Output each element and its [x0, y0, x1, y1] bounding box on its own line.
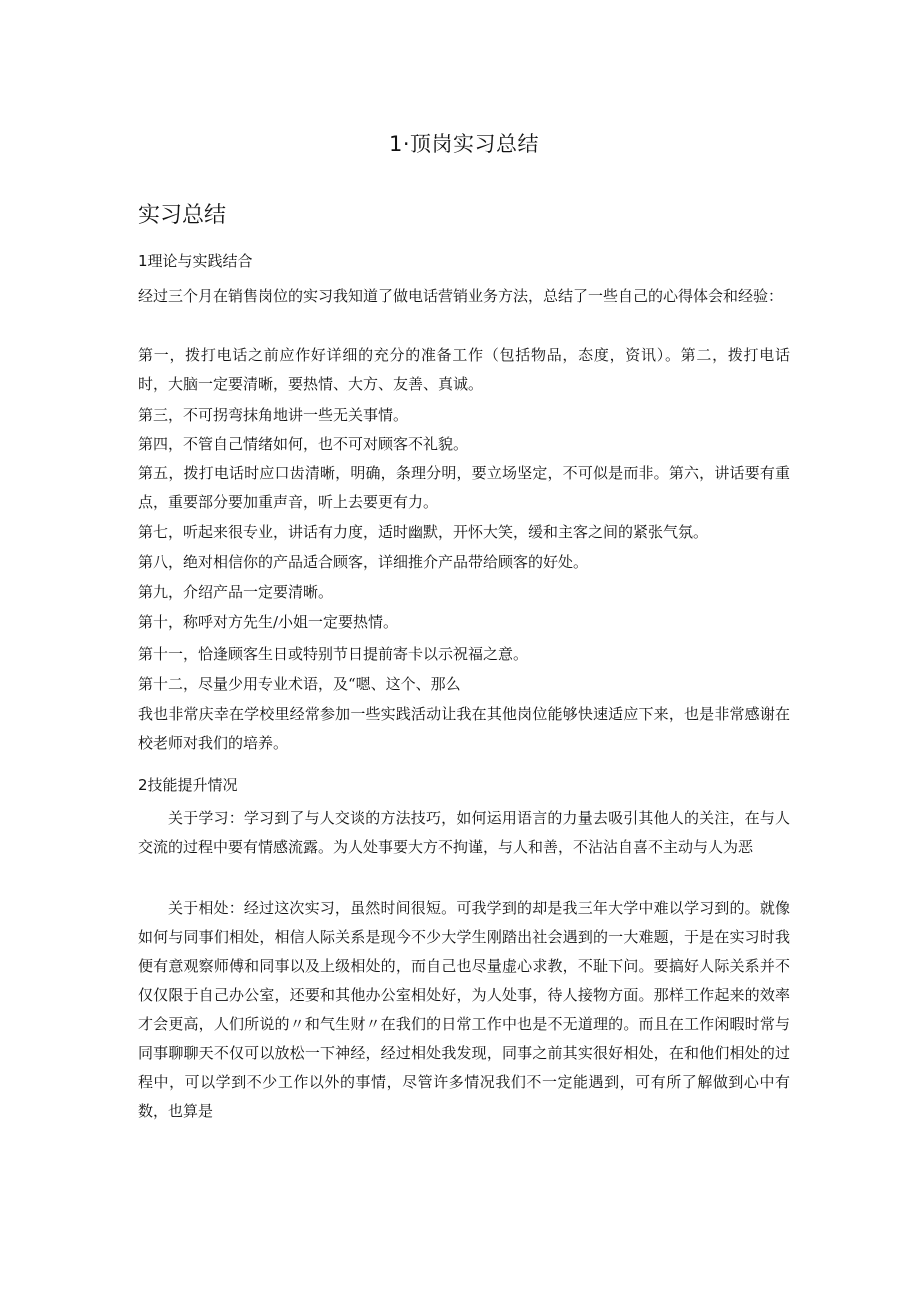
list-item: 第三，不可拐弯抹角地讲一些无关事情。 — [138, 406, 409, 424]
document-title: 1·顶岗实习总结 — [388, 132, 540, 156]
subheading-theory-practice: 1理论与实践结合 — [138, 252, 253, 270]
list-item: 第四，不管自己情绪如何，也不可对顾客不礼貌。 — [138, 435, 469, 453]
list-item: 第十二，尽量少用专业术语，及“嗯、这个、那么 — [138, 675, 461, 693]
section-heading: 实习总结 — [138, 203, 227, 228]
subheading-skills: 2技能提升情况 — [138, 776, 238, 794]
list-item: 第十一，恰逢顾客生日或特别节日提前寄卡以示祝福之意。 — [138, 645, 529, 663]
list-item: 第十，称呼对方先生/小姐一定要热情。 — [138, 613, 399, 631]
closing-paragraph: 我也非常庆幸在学校里经常参加一些实践活动让我在其他岗位能够快速适应下来，也是非常感谢在校老师对我们的培养。 — [138, 705, 790, 752]
intro-paragraph: 经过三个月在销售岗位的实习我知道了做电话营销业务方法，总结了一些自己的心得体会和经验： — [138, 287, 784, 305]
study-paragraph: 关于学习：学习到了与人交谈的方法技巧，如何运用语言的力量去吸引其他人的关注，在与人交流的过程中要有情感流露。为人处事要大方不拘谨，与人和善，不沾沾自喜不主动与人为恶 — [138, 809, 790, 856]
list-item: 第五，拨打电话时应口齿清晰，明确，条理分明，要立场坚定，不可似是而非。第六，讲话要有重点，重要部分要加重声音，听上去要更有力。 — [138, 464, 790, 511]
list-item: 第七，听起来很专业，讲话有力度，适时幽默，开怀大笑，缓和主客之间的紧张气氛。 — [138, 523, 709, 541]
list-item: 第一，拨打电话之前应作好详细的充分的准备工作（包括物品，态度，资讯）。第二，拨打电话时，大脑一定要清晰，要热情、大方、友善、真诚。 — [138, 346, 790, 393]
relations-paragraph: 关于相处：经过这次实习，虽然时间很短。可我学到的却是我三年大学中难以学习到的。就像如何与同事们相处，相信人际关系是现今不少大学生刚踏出社会遇到的一大难题，于是在实习时我便有意观察师傅和同事以及上级相处的，而自己也尽量虚心求教，不耻下问。要搞好人际关系并不仅仅限于自己办公室，还要和其他办公室相处好，为人处事，待人接物方面。那样工作起来的效率才会更高，人们所说的〃和气生财〃在我们的日常工作中也是不无道理的。而且在工作闲暇时常与同事聊聊天不仅可以放松一下神经，经过相处我发现，同事之前其实很好相处，在和他们相处的过程中，可以学到不少工作以外的事情，尽管许多情况我们不一定能遇到，可有所了解做到心中有数，也算是 — [138, 899, 790, 1120]
list-item: 第八，绝对相信你的产品适合顾客，详细推介产品带给顾客的好处。 — [138, 553, 589, 571]
list-item: 第九，介绍产品一定要清晰。 — [138, 583, 334, 601]
